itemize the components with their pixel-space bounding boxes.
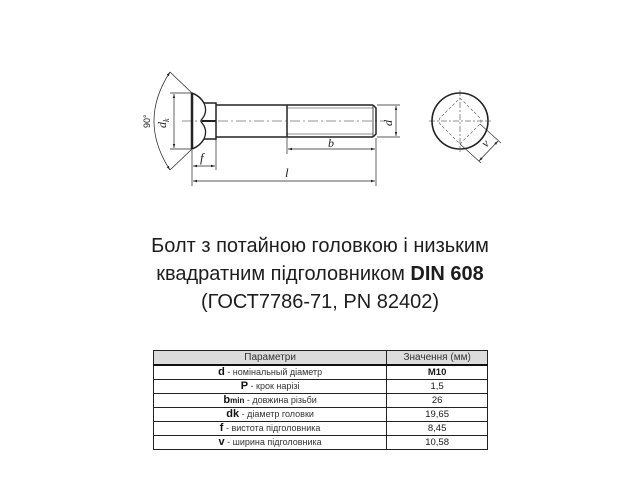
- param-cell: [154, 365, 387, 380]
- param-description: - крок нарізі: [248, 381, 300, 391]
- value-cell: 19,65: [387, 408, 488, 422]
- param-cell: [154, 380, 387, 394]
- param-symbol: v: [218, 436, 225, 448]
- table-row: [154, 408, 488, 422]
- param-description: - довжина різьби: [244, 395, 317, 405]
- table-row: [154, 422, 488, 436]
- param-cell: [154, 408, 387, 422]
- param-cell: [154, 394, 387, 408]
- table-row: [154, 394, 488, 408]
- param-description: - ширина підголовника: [224, 437, 322, 447]
- bolt-technical-drawing: [0, 0, 640, 230]
- d-label: d: [381, 120, 395, 126]
- bolt-end-view: [429, 90, 501, 163]
- angle-label: 90°: [142, 114, 152, 128]
- table-row: [154, 436, 488, 450]
- param-cell: [154, 422, 387, 436]
- title-line-3: (ГОСТ7786-71, PN 82402): [200, 291, 440, 313]
- value-cell: 8,45: [387, 422, 488, 436]
- value-cell: 26: [387, 394, 488, 408]
- table-header-row: [154, 351, 488, 366]
- parameters-table: [153, 350, 488, 450]
- param-cell: [154, 436, 387, 450]
- param-description: - номінальный діаметр: [224, 367, 323, 377]
- table-row: [154, 380, 488, 394]
- value-cell: 1,5: [387, 380, 488, 394]
- param-symbol: dk: [226, 408, 240, 420]
- f-label: f: [200, 150, 204, 165]
- column-header-values: Значення (мм): [387, 351, 488, 366]
- v-label: v: [478, 136, 492, 151]
- column-header-parameters: Параметри: [154, 351, 387, 366]
- value-cell: 10,58: [387, 436, 488, 450]
- din-standard: DIN 608: [410, 263, 484, 285]
- bolt-side-view: [182, 93, 384, 149]
- param-symbol: b: [223, 394, 231, 406]
- param-description: - вистота підголовника: [223, 423, 321, 433]
- param-symbol: f: [219, 422, 224, 434]
- value-cell: M10: [387, 365, 488, 380]
- title-line-2-text: квадратним підголовником: [156, 263, 411, 285]
- title-line-2: [0, 260, 640, 288]
- l-label: l: [285, 165, 289, 180]
- param-symbol: d: [218, 366, 225, 378]
- param-symbol: P: [240, 380, 249, 392]
- param-subscript: min: [230, 396, 245, 405]
- b-label: b: [328, 136, 334, 150]
- dk-label: $d_k$: [155, 118, 171, 128]
- product-title: [0, 232, 640, 316]
- param-description: - діаметр головки: [239, 409, 314, 419]
- table-row: [154, 365, 488, 380]
- title-line-1: Болт з потайною головкою і низьким: [151, 235, 489, 257]
